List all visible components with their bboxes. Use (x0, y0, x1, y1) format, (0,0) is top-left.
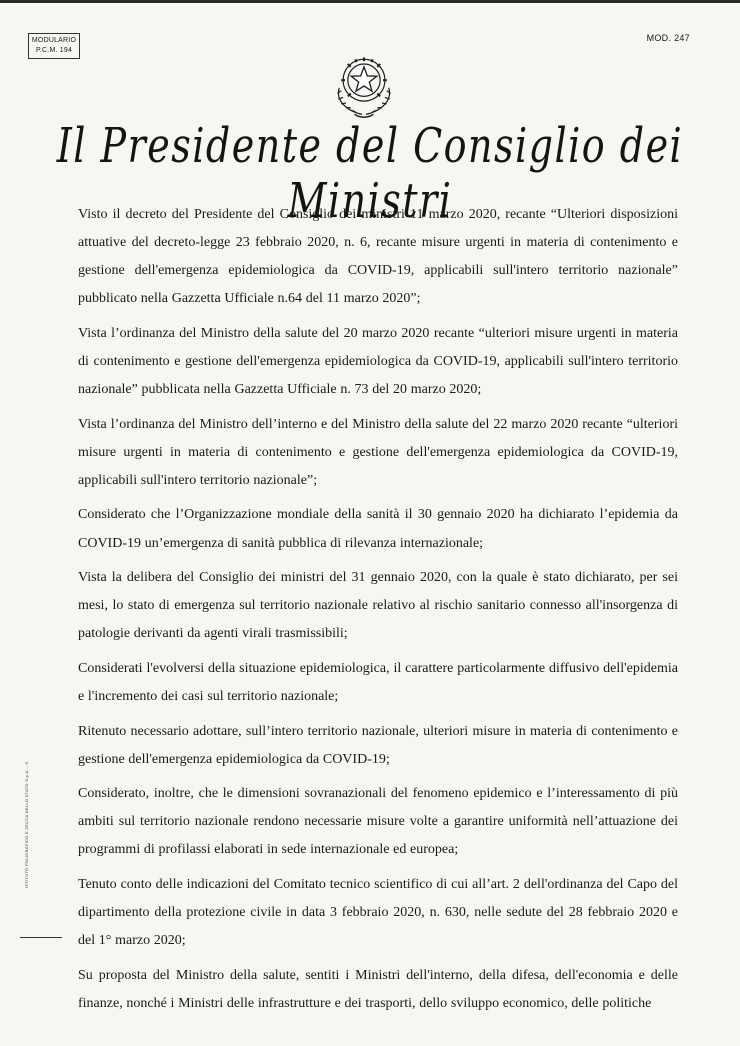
form-code-line-1: MODULARIO (31, 37, 77, 44)
paragraph: Tenuto conto delle indicazioni del Comitato tecnico scientifico di cui all’art. 2 dell'ordinanza del Capo del dipartimento della protezione civile in data 3 febbraio 2020, n. 630, nelle sedute del 28 febbraio 2020 e del 1° marzo 2020; (78, 877, 678, 949)
paragraph: Considerati l'evolversi della situazione epidemiologica, il carattere particolarmente diffusivo dell'epidemia e l'incremento dei casi sul territorio nazionale; (78, 660, 678, 704)
form-code-box (28, 33, 80, 59)
model-number: MOD. 247 (646, 33, 690, 43)
page-title: Il Presidente del Consiglio dei Ministri (56, 118, 684, 228)
document-body (78, 201, 678, 1025)
paragraph: Considerato, inoltre, che le dimensioni sovranazionali del fenomeno epidemico e l’interessamento di più ambiti sul territorio nazionale rendono necessarie misure volte a garantire uniformità nell’attuazione dei programmi di profilassi elaborati in sede internazionale ed europea; (78, 786, 678, 858)
form-code-line-2: P.C.M. 194 (35, 47, 73, 54)
paragraph: Ritenuto necessario adottare, sull’intero territorio nazionale, ulteriori misure in materia di contenimento e gestione dell'emergenza epidemiologica da COVID-19; (78, 723, 678, 767)
paragraph: Vista l’ordinanza del Ministro dell’interno e del Ministro della salute del 22 marzo 2020 recante “ulteriori misure urgenti in materia di contenimento e gestione dell'emergenza epidemiologica da COVID-19, applicabili sull'intero territorio nazionale”; (78, 416, 678, 488)
paragraph: Visto il decreto del Presidente del Consiglio dei ministri 11 marzo 2020, recante “Ulteriori disposizioni attuative del decreto-legge 23 febbraio 2020, n. 6, recante misure urgenti in materia di contenimento e gestione dell'emergenza epidemiologica da COVID-19, applicabili sull'intero territorio nazionale” pubblicato nella Gazzetta Ufficiale n.64 del 11 marzo 2020”; (78, 207, 678, 307)
printer-imprint: ISTITUTO POLIGRAFICO E ZECCA DELLO STATO S.p.A. - S (24, 761, 29, 888)
margin-dash-mark (20, 937, 62, 938)
paragraph: Su proposta del Ministro della salute, sentiti i Ministri dell'interno, della difesa, dell'economia e delle finanze, nonché i Ministri delle infrastrutture e dei trasporti, dello sviluppo economico, delle politiche (78, 967, 678, 1011)
paragraph: Considerato che l’Organizzazione mondiale della sanità il 30 gennaio 2020 ha dichiarato l’epidemia da COVID-19 un’emergenza di sanità pubblica di rilevanza internazionale; (78, 507, 678, 551)
paragraph: Vista l’ordinanza del Ministro della salute del 20 marzo 2020 recante “ulteriori misure urgenti in materia di contenimento e gestione dell'emergenza epidemiologica da COVID-19, applicabili sull'intero territorio nazionale” pubblicata nella Gazzetta Ufficiale n. 73 del 20 marzo 2020; (78, 325, 678, 398)
page-top-border (0, 0, 740, 3)
paragraph: Vista la delibera del Consiglio dei ministri del 31 gennaio 2020, con la quale è stato dichiarato, per sei mesi, lo stato di emergenza sul territorio nazionale relativo al rischio sanitario connesso all'insorgenza di patologie derivanti da agenti virali trasmissibili; (78, 570, 678, 642)
italian-republic-emblem-icon (326, 46, 402, 122)
